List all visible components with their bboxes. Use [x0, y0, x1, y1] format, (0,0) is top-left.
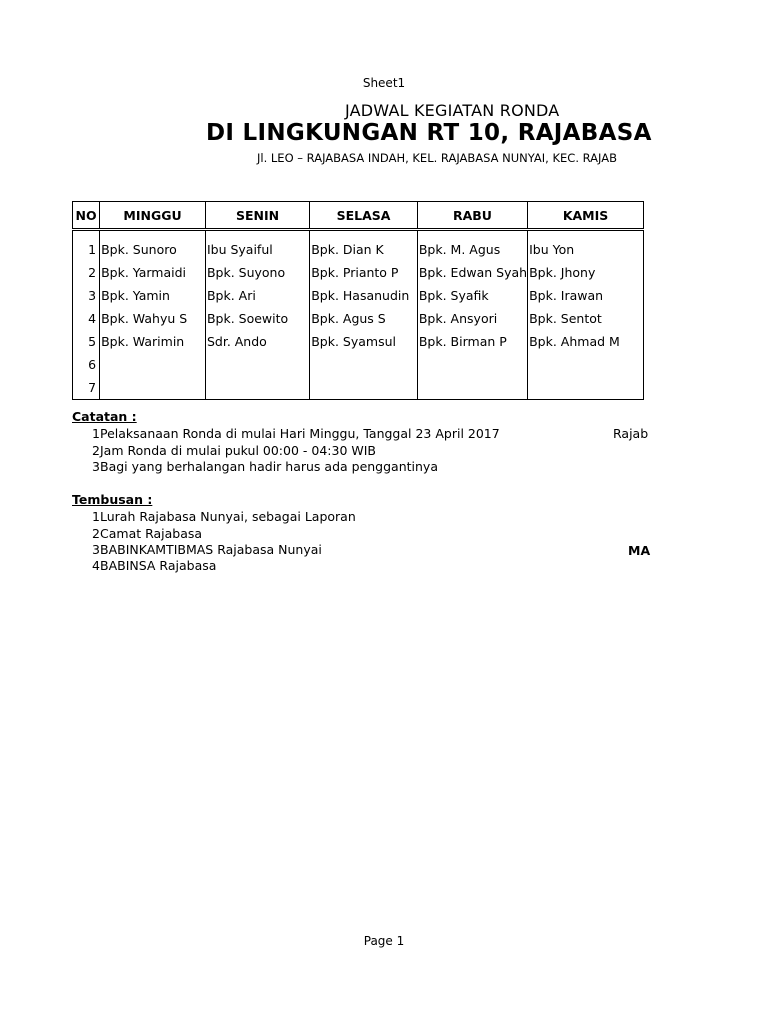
tembusan-item	[72, 558, 216, 573]
signature-place-text: Rajab	[613, 426, 649, 441]
table-cell: Bpk. Syafik	[417, 284, 527, 307]
header-selasa: SELASA	[310, 202, 418, 230]
table-row	[73, 376, 644, 400]
catatan-item	[72, 426, 500, 441]
table-cell: Ibu Yon	[528, 230, 644, 262]
header-kamis: KAMIS	[528, 202, 644, 230]
catatan-item	[72, 459, 438, 474]
table-cell: Bpk. Wahyu S	[100, 307, 206, 330]
header-no: NO	[73, 202, 100, 230]
tembusan-item	[72, 509, 356, 524]
header-minggu: MINGGU	[100, 202, 206, 230]
table-cell: Bpk. Warimin	[100, 330, 206, 353]
tembusan-item	[72, 526, 202, 541]
table-cell: Bpk. Agus S	[310, 307, 418, 330]
table-cell: Bpk. Sentot	[528, 307, 644, 330]
tembusan-item-text: Lurah Rajabasa Nunyai, sebagai Laporan	[100, 509, 356, 524]
row-number: 4	[73, 307, 100, 330]
table-cell: Bpk. Irawan	[528, 284, 644, 307]
table-row	[73, 307, 644, 330]
signature-name-text: MA	[628, 543, 651, 558]
table-cell	[205, 376, 309, 400]
tembusan-item	[72, 542, 322, 557]
table-cell: Bpk. Jhony	[528, 261, 644, 284]
tembusan-heading: Tembusan :	[72, 492, 153, 507]
page-footer: Page 1	[363, 934, 405, 948]
table-cell: Bpk. Ahmad M	[528, 330, 644, 353]
table-cell	[100, 353, 206, 376]
address-line: Jl. LEO – RAJABASA INDAH, KEL. RAJABASA NUNYAI, KEC. RAJAB	[257, 151, 617, 165]
table-header-row	[73, 202, 644, 230]
header-senin: SENIN	[205, 202, 309, 230]
table-cell: Bpk. Sunoro	[100, 230, 206, 262]
table-cell	[310, 353, 418, 376]
tembusan-item-text: BABINKAMTIBMAS Rajabasa Nunyai	[100, 542, 322, 557]
table-cell: Bpk. Yarmaidi	[100, 261, 206, 284]
table-row	[73, 261, 644, 284]
tembusan-item-number: 3	[92, 542, 100, 557]
row-number: 7	[73, 376, 100, 400]
schedule-table	[72, 201, 644, 400]
catatan-item-text: Bagi yang berhalangan hadir harus ada penggantinya	[100, 459, 438, 474]
table-cell	[100, 376, 206, 400]
table-row	[73, 353, 644, 376]
table-cell: Bpk. M. Agus	[417, 230, 527, 262]
table-cell: Bpk. Syamsul	[310, 330, 418, 353]
title-line-1: JADWAL KEGIATAN RONDA	[345, 101, 560, 120]
table-cell: Bpk. Edwan Syah	[417, 261, 527, 284]
tembusan-item-text: BABINSA Rajabasa	[100, 558, 217, 573]
table-cell	[417, 353, 527, 376]
table-cell: Ibu Syaiful	[205, 230, 309, 262]
table-row	[73, 230, 644, 262]
tembusan-item-text: Camat Rajabasa	[100, 526, 203, 541]
tembusan-item-number: 4	[92, 558, 100, 573]
table-row	[73, 330, 644, 353]
sheet-label: Sheet1	[362, 76, 406, 90]
table-cell: Bpk. Ansyori	[417, 307, 527, 330]
table-cell: Bpk. Suyono	[205, 261, 309, 284]
row-number: 6	[73, 353, 100, 376]
catatan-item-text: Pelaksanaan Ronda di mulai Hari Minggu, Tanggal 23 April 2017	[100, 426, 500, 441]
table-cell: Bpk. Birman P	[417, 330, 527, 353]
catatan-item-number: 2	[92, 443, 100, 458]
catatan-heading: Catatan :	[72, 409, 137, 424]
catatan-item-text: Jam Ronda di mulai pukul 00:00 - 04:30 WIB	[100, 443, 376, 458]
table-cell: Bpk. Soewito	[205, 307, 309, 330]
title-line-2: DI LINGKUNGAN RT 10, RAJABASA	[206, 120, 652, 146]
table-cell	[417, 376, 527, 400]
table-cell: Bpk. Dian K	[310, 230, 418, 262]
table-cell	[310, 376, 418, 400]
tembusan-item-number: 1	[92, 509, 100, 524]
catatan-item-number: 1	[92, 426, 100, 441]
table-row	[73, 284, 644, 307]
tembusan-item-number: 2	[92, 526, 100, 541]
table-cell: Sdr. Ando	[205, 330, 309, 353]
table-cell: Bpk. Yamin	[100, 284, 206, 307]
row-number: 5	[73, 330, 100, 353]
table-cell	[205, 353, 309, 376]
table-cell	[528, 376, 644, 400]
catatan-item	[72, 443, 376, 458]
catatan-item-number: 3	[92, 459, 100, 474]
table-cell: Bpk. Prianto P	[310, 261, 418, 284]
table-cell: Bpk. Ari	[205, 284, 309, 307]
header-rabu: RABU	[417, 202, 527, 230]
table-cell	[528, 353, 644, 376]
row-number: 1	[73, 230, 100, 262]
row-number: 3	[73, 284, 100, 307]
row-number: 2	[73, 261, 100, 284]
table-cell: Bpk. Hasanudin	[310, 284, 418, 307]
